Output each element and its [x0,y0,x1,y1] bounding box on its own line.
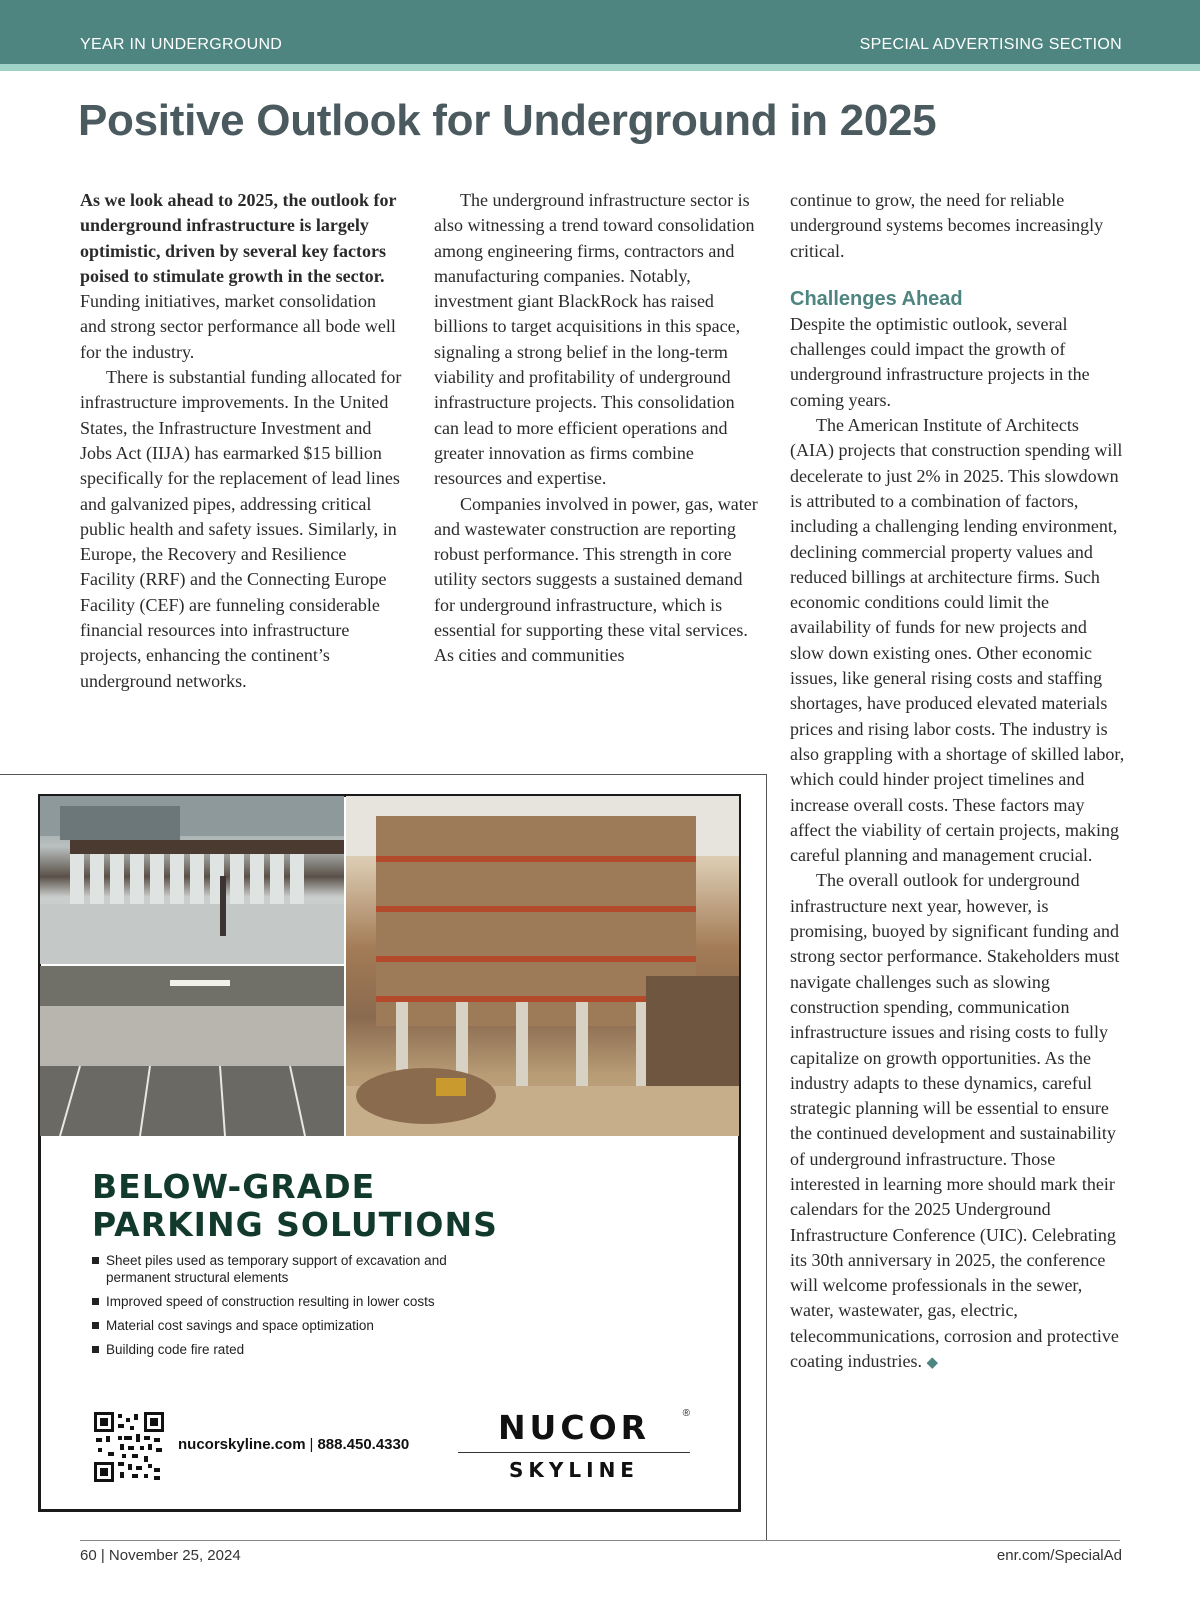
paragraph: The underground infrastructure sector is also witnessing a trend toward consolidation among engineering firms, contractors and manufacturing companies. Notably, investment giant BlackRock has raised billions to target acquisitions in this space, signaling a strong belief in the long-term viability and profitability of underground infrastructure projects. This consolidation can lead to more efficient operations and greater innovation as firms combine resources and expertise. [434,190,755,489]
paragraph: continue to grow, the need for reliable underground systems becomes increasingly critical. [790,190,1104,261]
paragraph-text: The overall outlook for underground infrastructure next year, however, is promising, buoyed by significant funding and strong sector performance. Stakeholders must navigate challenges such as slowing construction spending, communication infrastructure issues and rising costs to fully capitalize on growth opportunities. As the industry adapts to these dynamics, careful strategic planning will be essential to ensure the continued development and sustainability of underground infrastructure. Those interested in learning more should mark their calendars for the 2025 Underground Infrastructure Conference (UIC). Celebrating its 30th anniversary in 2025, the conference will welcome professionals in the sewer, water, wastewater, gas, electric, telecommunications, corrosion and protective coating industries. [790,870,1120,1372]
article-column-3 [790,188,1125,1376]
header-accent-stripe [0,64,1200,71]
ad-headline-line-2: PARKING SOLUTIONS [92,1205,498,1244]
qr-code-icon[interactable] [94,1412,164,1482]
ad-feature-list [92,1252,512,1365]
paragraph [790,868,1125,1376]
ad-feature-item: Improved speed of construction resulting in lower costs [92,1293,512,1310]
ad-contact-line [178,1436,409,1453]
parking-garage-photo [40,966,344,1136]
ad-feature-item: Material cost savings and space optimization [92,1317,512,1334]
paragraph: Companies involved in power, gas, water and wastewater construction are reporting robust performance. This strength in core utility sectors suggests a sustained demand for underground infrastructure, which is essential for supporting these vital services. As cities and communities [434,493,758,666]
phone-number[interactable]: 888.450.4330 [317,1436,410,1453]
article-column-2 [434,188,764,669]
excavation-photo [40,796,344,964]
ad-frame-right-rule [766,774,767,1540]
paragraph: The American Institute of Architects (AIA) projects that construction spending will decelerate to just 2% in 2025. This slowdown is attributed to a combination of factors, including a challenging lending environment, declining commercial property values and reduced billings at architecture firms. Such economic conditions could limit the availability of funds for new projects and slow down existing ones. Other economic issues, like general rising costs and staffing shortages, have produced elevated materials prices and rising labor costs. The industry is also grappling with a shortage of skilled labor, which could hinder project timelines and increase overall costs. These factors may affect the viability of certain projects, making careful planning and management crucial. [790,415,1125,866]
ad-feature-item: Sheet piles used as temporary support of excavation and permanent structural elements [92,1252,512,1286]
ad-headline [92,1168,692,1244]
logo-divider [458,1452,690,1453]
ad-headline-line-1: BELOW-GRADE [92,1167,376,1206]
footer-rule [80,1540,1120,1541]
logo-subtitle: SKYLINE [509,1458,639,1482]
website-link[interactable]: nucorskyline.com [178,1436,306,1453]
section-subhead: Challenges Ahead [790,287,963,310]
paragraph: Despite the optimistic outlook, several challenges could impact the growth of underground infrastructure projects in the coming years. [790,313,1090,410]
header-band [0,0,1200,64]
end-mark-icon: ◆ [926,1355,939,1372]
ad-frame-top-rule [0,774,767,775]
article-column-1 [80,188,405,694]
construction-site-photo [346,796,739,1136]
registered-mark: ® [682,1408,690,1419]
contact-separator: | [309,1436,314,1453]
advertising-label: SPECIAL ADVERTISING SECTION [859,36,1122,53]
lead-bold-text: As we look ahead to 2025, the outlook for underground infrastructure is largely optimistic, driven by several key factors poised to stimulate growth in the sector. [80,190,397,286]
nucor-skyline-logo [458,1408,690,1488]
article-title: Positive Outlook for Underground in 2025 [78,96,937,145]
lead-rest-text: Funding initiatives, market consolidation and strong sector performance all bode well for the industry. [80,291,396,362]
logo-wordmark: NUCOR [497,1408,651,1447]
paragraph: There is substantial funding allocated for infrastructure improvements. In the United States, the Infrastructure Investment and Jobs Act (IIJA) has earmarked $15 billion specifically for the replacement of lead lines and galvanized pipes, addressing critical public health and safety issues. Similarly, in Europe, the Recovery and Resilience Facility (RRF) and the Connecting Europe Facility (CEF) are funneling considerable financial resources into infrastructure projects, enhancing the continent’s underground networks. [80,367,402,691]
ad-feature-item: Building code fire rated [92,1341,512,1358]
lead-paragraph [80,188,405,365]
page-info: 60 | November 25, 2024 [80,1547,241,1564]
section-label: YEAR IN UNDERGROUND [80,36,283,53]
footer-url[interactable]: enr.com/SpecialAd [996,1547,1122,1564]
